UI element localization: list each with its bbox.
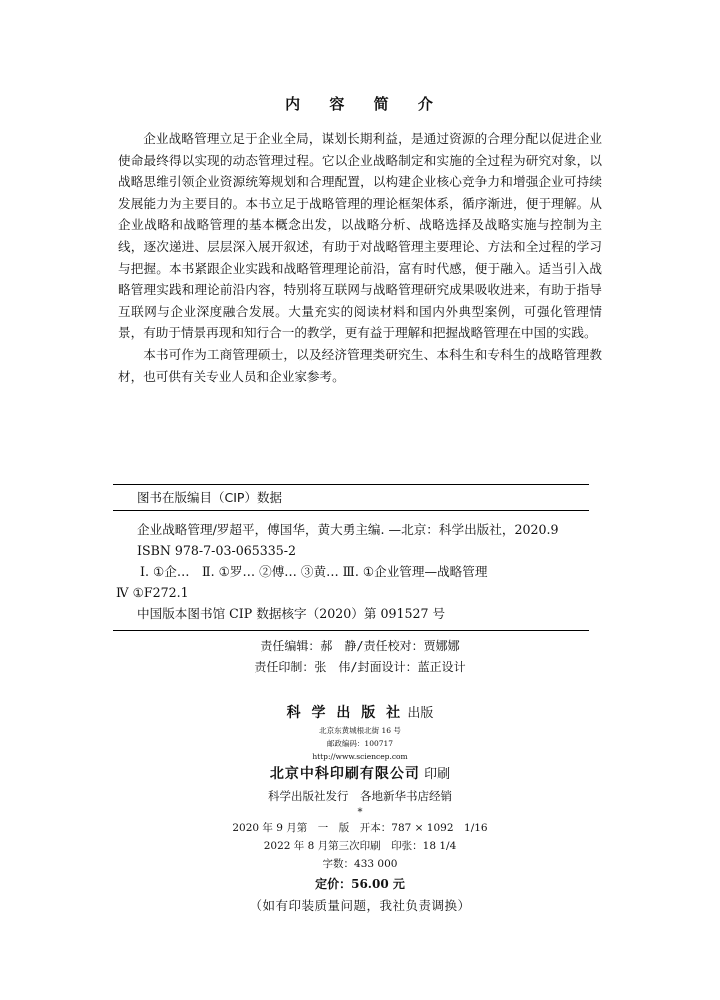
publisher-postcode: 邮政编码：100717 (326, 739, 394, 748)
page-title (0, 93, 720, 114)
publisher-address: 北京东黄城根北街 16 号 (319, 726, 401, 735)
edition-line: 2020 年 9 月第 一 版 开本：787 × 1092 1/16 (232, 822, 488, 834)
intro-paragraph: 企业战略管理立足于企业全局，谋划长期利益，是通过资源的合理分配以促进企业使命最终得以实现的动态管理过程。它以企业战略制定和实施的全过程为研究对象，以战略思维引领企业资源统筹规划和合理配置，以构建企业核心竞争力和增强企业可持续发展能力为主要目的。本书立足于战略管理的理论框架体系，循序渐进，便于理解。从企业战略和战略管理的基本概念出发，以战略分析、战略选择及战略实施与控制为主线，逐次递进、层层深入展开叙述，有助于对战略管理主要理论、方法和全过程的学习与把握。本书紧跟企业实践和战略管理理论前沿，富有时代感，便于融入。适当引入战略管理实践和理论前沿内容，特别将互联网与战略管理研究成果吸收进来，有助于指导互联网与企业深度融合发展。大量充实的阅读材料和国内外典型案例，可强化管理情景，有助于情景再现和知行合一的教学，更有益于理解和把握战略管理在中国的实践。 (118, 131, 602, 341)
cip-subject-line: Ⅰ. ①企… Ⅱ. ①罗… ②傅… ③黄… Ⅲ. ①企业管理—战略管理 (140, 564, 488, 579)
quality-notice: （如有印装质量问题，我社负责调换） (249, 898, 471, 913)
publisher-website: http://www.sciencep.com (312, 752, 408, 761)
distribution-line: 科学出版社发行 各地新华书店经销 (268, 789, 452, 803)
imprint-block (0, 703, 720, 917)
separator-star: * (357, 807, 363, 818)
cip-bibliographic-line: 企业战略管理/罗超平，傅国华，黄大勇主编. —北京：科学出版社，2020.9 (137, 522, 559, 537)
staff-line-production: 责任印制：张 伟/封面设计：蓝正设计 (254, 660, 466, 674)
cip-isbn: ISBN 978-7-03-065335-2 (137, 543, 297, 558)
publisher-line (0, 703, 720, 724)
staff-line-editors: 责任编辑：郝 静/责任校对：贾娜娜 (260, 639, 460, 653)
price-line: 定价：56.00 元 (315, 877, 405, 891)
cip-body (113, 511, 589, 630)
title-char: 介 (417, 95, 435, 113)
staff-credits (0, 636, 720, 678)
cip-block (113, 484, 589, 631)
cip-classification: Ⅳ ①F272.1 (116, 585, 189, 600)
publisher-suffix: 出版 (407, 706, 434, 721)
publisher-name: 科 学 出 版 社 (286, 705, 404, 721)
printer-line (0, 763, 720, 786)
cip-record-number: 中国版本图书馆 CIP 数据核字（2020）第 091527 号 (137, 606, 446, 621)
title-char: 容 (329, 95, 347, 113)
printing-line: 2022 年 8 月第三次印刷 印张：18 1/4 (263, 840, 457, 852)
intro-paragraph: 本书可作为工商管理硕士，以及经济管理类研究生、本科生和专科生的战略管理教材，也可供有关专业人员和企业家参考。 (118, 346, 602, 384)
printer-suffix: 印刷 (424, 767, 451, 782)
cip-title: 图书在版编目（CIP）数据 (113, 485, 589, 511)
title-char: 内 (285, 95, 303, 113)
intro-text (118, 128, 602, 387)
title-char: 简 (373, 95, 391, 113)
printer-name: 北京中科印刷有限公司 (269, 766, 420, 782)
wordcount-line: 字数：433 000 (322, 858, 398, 870)
